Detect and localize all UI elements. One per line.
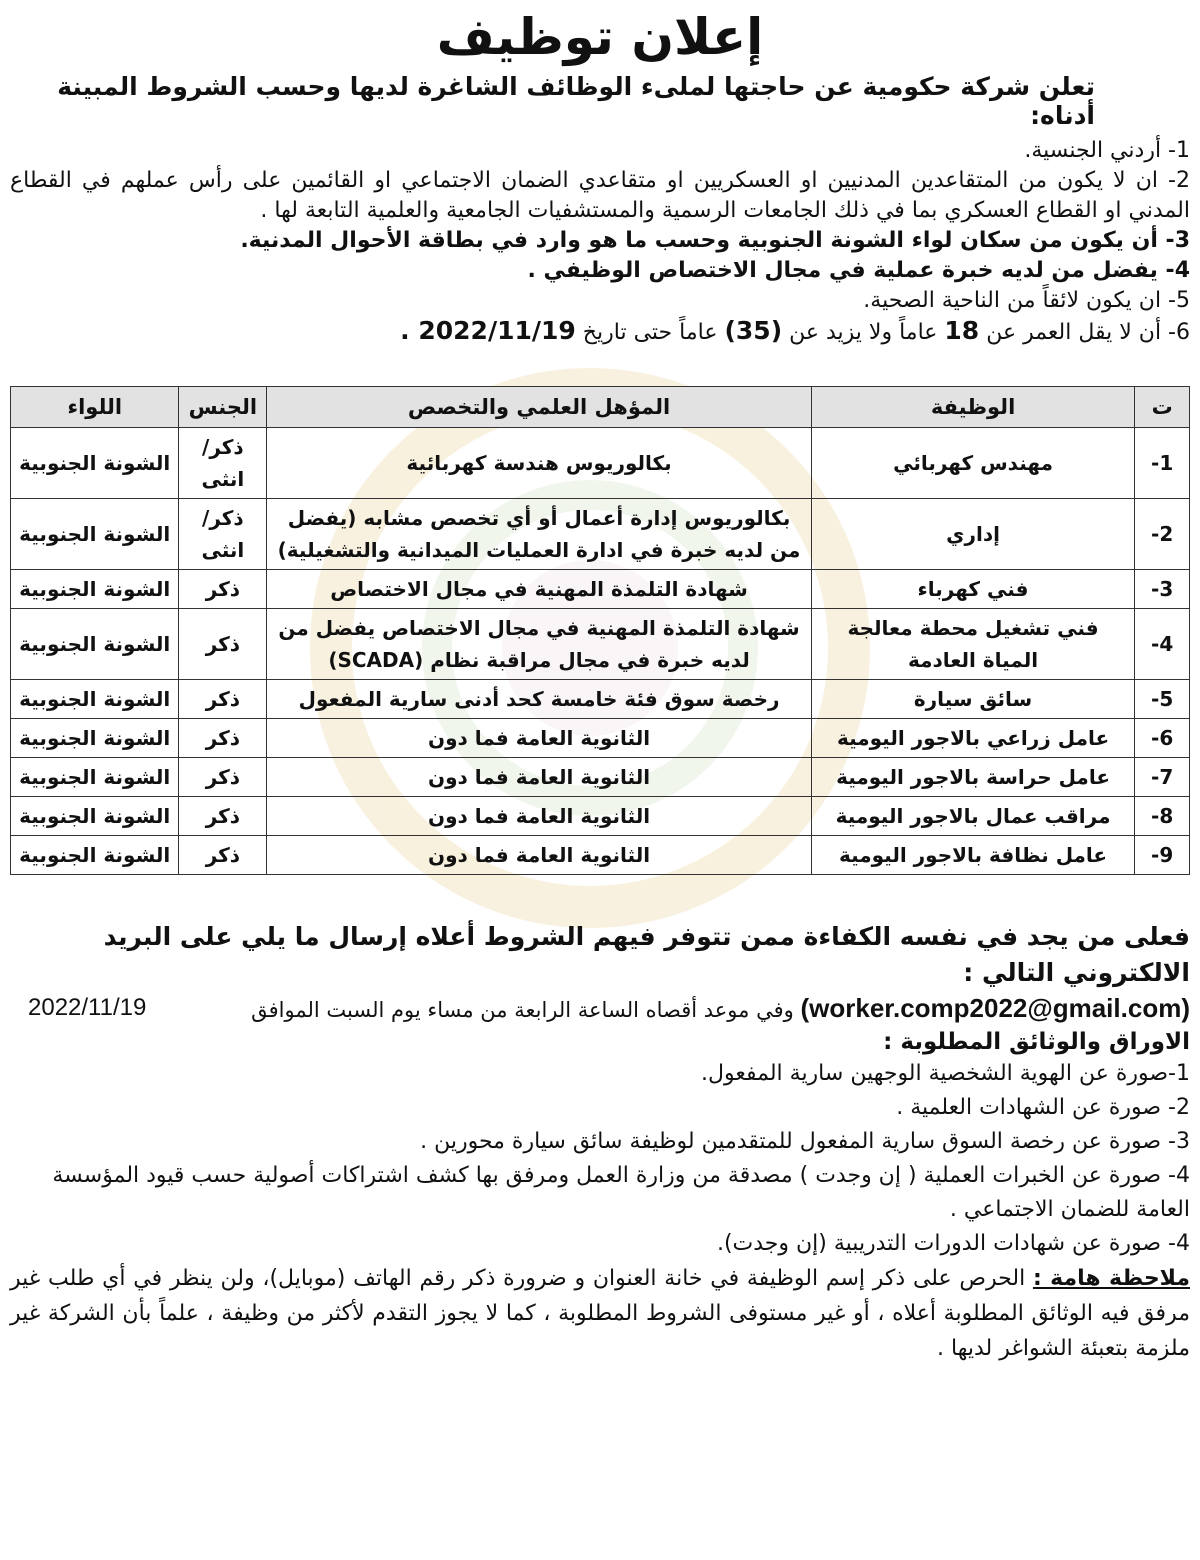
cell-num: 1- — [1135, 428, 1190, 499]
table-row — [11, 680, 1190, 719]
cell-job: سائق سيارة — [811, 680, 1134, 719]
cell-qualification: بكالوريوس هندسة كهربائية — [267, 428, 812, 499]
cell-job: عامل زراعي بالاجور اليومية — [811, 719, 1134, 758]
document-item: 4- صورة عن الخبرات العملية ( إن وجدت ) مصدقة من وزارة العمل ومرفق بها كشف اشتراكات أصولية حسب قيود المؤسسة العامة للضمان الاجتماعي . — [52, 1163, 1190, 1222]
cell-job: فني تشغيل محطة معالجة المياة العادمة — [811, 609, 1134, 680]
deadline-text: وفي موعد أقصاه الساعة الرابعة من مساء يوم السبت الموافق — [251, 998, 794, 1022]
email-deadline-line — [10, 991, 1190, 1027]
cell-qualification: رخصة سوق فئة خامسة كحد أدنى سارية المفعول — [267, 680, 812, 719]
jobs-table — [10, 386, 1190, 875]
table-row — [11, 570, 1190, 609]
table-row — [11, 758, 1190, 797]
table-row — [11, 428, 1190, 499]
table-row — [11, 609, 1190, 680]
cell-gender: ذكر — [179, 609, 267, 680]
cell-qualification: الثانوية العامة فما دون — [267, 797, 812, 836]
table-row — [11, 836, 1190, 875]
header-gender: الجنس — [179, 387, 267, 428]
important-note — [10, 1261, 1190, 1366]
condition-2: 2- ان لا يكون من المتقاعدين المدنيين او العسكريين او متقاعدي الضمان الاجتماعي او القائمين على رأس عملهم في القطاع المدني او القطاع العسكري بما في ذلك الجامعات الرسمية والمستشفيات الجامعية والعلمية التابعة لها . — [10, 168, 1190, 223]
cell-district: الشونة الجنوبية — [11, 680, 179, 719]
email-address[interactable]: (worker.comp2022@gmail.com) — [800, 993, 1190, 1023]
document-item: 4- صورة عن شهادات الدورات التدريبية (إن وجدت). — [716, 1231, 1190, 1256]
condition-1: 1- أردني الجنسية. — [1024, 138, 1190, 163]
apply-heading: فعلى من يجد في نفسه الكفاءة ممن تتوفر فيهم الشروط أعلاه إرسال ما يلي على البريد الالكتروني التالي : — [103, 922, 1190, 987]
cell-district: الشونة الجنوبية — [11, 797, 179, 836]
cell-qualification: شهادة التلمذة المهنية في مجال الاختصاص يفضل من لديه خبرة في مجال مراقبة نظام (SCADA) — [267, 609, 812, 680]
documents-heading: الاوراق والوثائق المطلوبة : — [883, 1029, 1190, 1055]
cell-district: الشونة الجنوبية — [11, 609, 179, 680]
cell-district: الشونة الجنوبية — [11, 428, 179, 499]
cell-gender: ذكر — [179, 758, 267, 797]
condition-6: 6- أن لا يقل العمر عن 18 عاماً ولا يزيد عن (35) عاماً حتى تاريخ 2022/11/19 . — [400, 316, 1190, 345]
header-district: اللواء — [11, 387, 179, 428]
cell-num: 6- — [1135, 719, 1190, 758]
cell-job: إداري — [811, 499, 1134, 570]
table-row — [11, 719, 1190, 758]
cell-qualification: الثانوية العامة فما دون — [267, 719, 812, 758]
table-row — [11, 499, 1190, 570]
deadline-date: 2022/11/19 — [28, 994, 147, 1021]
cell-num: 3- — [1135, 570, 1190, 609]
note-text: الحرص على ذكر إسم الوظيفة في خانة العنوان و ضرورة ذكر رقم الهاتف (موبايل)، ولن ينظر في أي طلب غير مرفق فيه الوثائق المطلوبة أعلاه ، أو غير مستوفى الشروط المطلوبة ، كما لا يجوز التقدم لأكثر من وظيفة ، علماً بأن الشركة غير ملزمة بتعبئة الشواغر لديها . — [10, 1266, 1190, 1361]
document-item: 1-صورة عن الهوية الشخصية الوجهين سارية المفعول. — [701, 1061, 1190, 1086]
conditions-list — [10, 136, 1190, 348]
cell-gender: ذكر — [179, 680, 267, 719]
cell-gender: ذكر/انثى — [179, 428, 267, 499]
intro-text: تعلن شركة حكومية عن حاجتها لملىء الوظائف الشاغرة لديها وحسب الشروط المبينة أدناه: — [57, 72, 1095, 130]
cell-num: 5- — [1135, 680, 1190, 719]
note-label: ملاحظة هامة : — [1032, 1266, 1191, 1291]
cell-gender: ذكر/انثى — [179, 499, 267, 570]
application-section — [10, 919, 1190, 1366]
table-header-row — [11, 387, 1190, 428]
header-qualification: المؤهل العلمي والتخصص — [267, 387, 812, 428]
cell-num: 4- — [1135, 609, 1190, 680]
cell-qualification: شهادة التلمذة المهنية في مجال الاختصاص — [267, 570, 812, 609]
cell-district: الشونة الجنوبية — [11, 836, 179, 875]
condition-4: 4- يفضل من لديه خبرة عملية في مجال الاختصاص الوظيفي . — [527, 258, 1190, 283]
cell-qualification: الثانوية العامة فما دون — [267, 836, 812, 875]
cell-qualification: الثانوية العامة فما دون — [267, 758, 812, 797]
cell-job: عامل حراسة بالاجور اليومية — [811, 758, 1134, 797]
cell-gender: ذكر — [179, 570, 267, 609]
header-job: الوظيفة — [811, 387, 1134, 428]
cell-job: مهندس كهربائي — [811, 428, 1134, 499]
document-item: 3- صورة عن رخصة السوق سارية المفعول للمتقدمين لوظيفة سائق سيارة محورين . — [420, 1129, 1190, 1154]
cell-district: الشونة الجنوبية — [11, 719, 179, 758]
job-ad-page — [0, 8, 1200, 1366]
cell-gender: ذكر — [179, 797, 267, 836]
cell-gender: ذكر — [179, 836, 267, 875]
cell-job: عامل نظافة بالاجور اليومية — [811, 836, 1134, 875]
page-title: إعلان توظيف — [436, 8, 764, 66]
condition-5: 5- ان يكون لائقاً من الناحية الصحية. — [863, 288, 1190, 313]
cell-job: فني كهرباء — [811, 570, 1134, 609]
cell-district: الشونة الجنوبية — [11, 499, 179, 570]
document-item: 2- صورة عن الشهادات العلمية . — [896, 1095, 1190, 1120]
cell-qualification: بكالوريوس إدارة أعمال أو أي تخصص مشابه (يفضل من لديه خبرة في ادارة العمليات الميدانية والتشغيلية) — [267, 499, 812, 570]
table-row — [11, 797, 1190, 836]
cell-job: مراقب عمال بالاجور اليومية — [811, 797, 1134, 836]
cell-gender: ذكر — [179, 719, 267, 758]
cell-num: 2- — [1135, 499, 1190, 570]
cell-num: 8- — [1135, 797, 1190, 836]
cell-num: 9- — [1135, 836, 1190, 875]
header-num: ت — [1135, 387, 1190, 428]
condition-3: 3- أن يكون من سكان لواء الشونة الجنوبية وحسب ما هو وارد في بطاقة الأحوال المدنية. — [240, 228, 1190, 253]
cell-num: 7- — [1135, 758, 1190, 797]
cell-district: الشونة الجنوبية — [11, 570, 179, 609]
cell-district: الشونة الجنوبية — [11, 758, 179, 797]
